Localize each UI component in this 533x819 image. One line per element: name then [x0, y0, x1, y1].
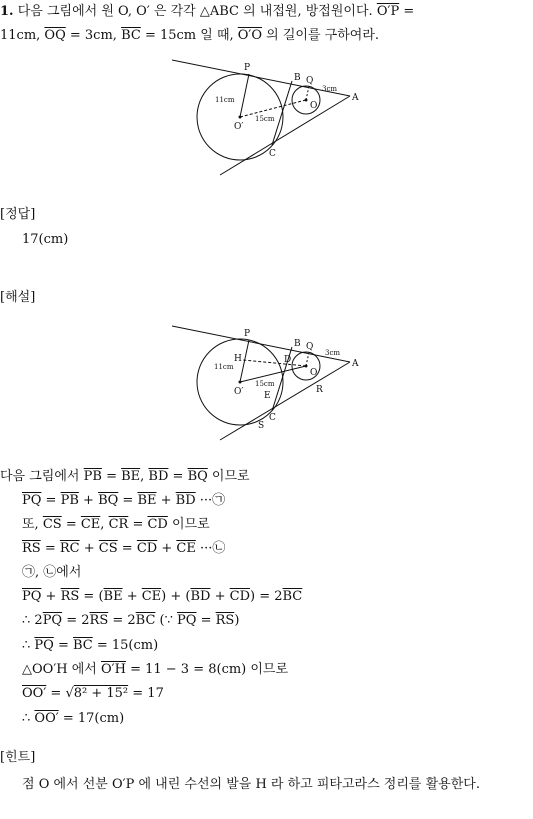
segment-ce: $\overline{CE}$	[80, 517, 101, 532]
plus: +	[78, 493, 99, 508]
equals: =	[168, 469, 188, 484]
equals: =	[399, 4, 415, 19]
value: = 15(cm)	[92, 638, 159, 653]
figure-1	[0, 55, 533, 185]
tangent-line-lower	[220, 96, 350, 175]
label-q: Q	[306, 76, 314, 86]
label-q: Q	[306, 342, 314, 352]
segment-pb: $\overline{PB}$	[83, 469, 102, 484]
equals: =	[101, 469, 122, 484]
equals: =	[40, 541, 60, 556]
plus: +	[79, 541, 99, 556]
solution-line-6	[22, 588, 302, 606]
solution-line-10	[22, 685, 164, 703]
label-s: S	[258, 421, 265, 431]
plus: +	[156, 493, 176, 508]
solution-line-5: ㉠, ㉡에서	[22, 565, 82, 580]
paren: )	[234, 613, 240, 628]
answer-heading: [정답]	[0, 207, 36, 222]
segment-bc: $\overline{BC}$	[282, 589, 303, 604]
because: (∵	[155, 613, 178, 628]
segment-pq: $\overline{PQ}$	[42, 613, 63, 628]
segment-bq: $\overline{BQ}$	[187, 469, 208, 484]
segment-oprime-h: O′H	[100, 662, 126, 677]
problem-line-2	[0, 27, 379, 45]
paren: ) + (	[161, 589, 191, 604]
segment-cd: $\overline{CD}$	[136, 541, 158, 556]
radicand: 8² + 15²	[73, 686, 129, 701]
separator: ,	[140, 469, 149, 484]
radius-o-q	[306, 86, 309, 100]
segment-cr: $\overline{CR}$	[108, 517, 129, 532]
text: 다음 그림에서	[0, 469, 84, 484]
segment-cd: $\overline{CD}$	[229, 589, 251, 604]
radius-oprime-p	[240, 74, 249, 117]
perpendicular-oh	[243, 360, 306, 366]
equals: =	[128, 517, 148, 532]
label-15cm: 15cm	[255, 115, 275, 123]
segment-rs: $\overline{RS}$	[60, 589, 80, 604]
label-15cm: 15cm	[255, 380, 275, 388]
segment-cd: $\overline{CD}$	[147, 517, 168, 532]
solution-line-1	[0, 468, 250, 486]
therefore: ∴ 2	[22, 613, 43, 628]
segment-bd: $\overline{BD}$	[175, 493, 196, 508]
label-oprime: O′	[234, 122, 244, 132]
value: = 17	[128, 686, 164, 701]
label-c: C	[269, 149, 276, 159]
segment-be: $\overline{BE}$	[137, 493, 157, 508]
label-o: O	[310, 101, 318, 111]
solution-line-2	[22, 492, 225, 510]
problem-number: 1.	[0, 4, 14, 19]
segment-o-oprime: OO′	[22, 686, 47, 701]
label-b: B	[294, 339, 301, 349]
solution-line-4	[22, 540, 225, 558]
segment-oq: $\overline{OQ}$	[44, 28, 66, 43]
value-3cm: = 3cm,	[65, 28, 122, 43]
text: 또,	[22, 517, 43, 532]
center-oprime-dot	[239, 116, 242, 119]
therefore: ∴	[22, 638, 35, 653]
hint-heading: [힌트]	[0, 750, 36, 765]
label-h: H	[234, 354, 242, 364]
segment-bc: $\overline{BC}$	[72, 638, 93, 653]
segment-bq: $\overline{BQ}$	[98, 493, 119, 508]
equals: =	[118, 493, 138, 508]
value: = 17(cm)	[58, 711, 125, 726]
answer-value: 17(cm)	[22, 232, 69, 247]
plus: +	[41, 589, 61, 604]
label-r: R	[316, 385, 323, 395]
plus: +	[157, 541, 177, 556]
center-o-dot	[305, 99, 308, 102]
label-o: O	[310, 368, 318, 378]
segment-be: $\overline{BE}$	[103, 589, 123, 604]
label-11cm: 11cm	[215, 96, 235, 104]
equals: = 2	[62, 613, 90, 628]
equals: = 2	[108, 613, 136, 628]
center-o-dot	[305, 365, 308, 368]
equals: = (	[79, 589, 104, 604]
segment-be: $\overline{BE}$	[121, 469, 141, 484]
segment-cs: $\overline{CS}$	[42, 517, 62, 532]
equals: =	[41, 493, 61, 508]
tangent-line-lower	[220, 362, 350, 440]
segment-bc: $\overline{BC}$	[121, 28, 141, 43]
separator: ,	[100, 517, 109, 532]
segment-o-oprime: OO′	[34, 711, 59, 726]
sqrt: = √	[46, 686, 74, 701]
solution-line-3	[22, 516, 210, 534]
text: 이므로	[167, 517, 210, 532]
value-11cm: 11cm,	[0, 28, 45, 43]
segment-rs: $\overline{RS}$	[22, 541, 41, 556]
value-15cm: = 15cm 일 때,	[140, 28, 238, 43]
figure-2	[0, 320, 533, 440]
segment-rs: $\overline{RS}$	[215, 613, 235, 628]
segment-pq: $\overline{PQ}$	[22, 493, 42, 508]
label-b: B	[294, 73, 301, 83]
question-tail: 의 길이를 구하여라.	[262, 28, 380, 43]
solution-line-11	[22, 710, 124, 728]
label-p: P	[244, 329, 251, 339]
equals: =	[53, 638, 73, 653]
equals: =	[61, 517, 81, 532]
therefore: ∴	[22, 711, 35, 726]
equals: ) = 2	[250, 589, 283, 604]
solution-line-7	[22, 612, 239, 630]
equals: =	[117, 541, 137, 556]
label-e: E	[264, 391, 271, 401]
equals: =	[196, 613, 216, 628]
segment-pb: $\overline{PB}$	[60, 493, 79, 508]
plus: +	[210, 589, 230, 604]
problem-text: 다음 그림에서 원 O, O′ 은 각각 △ABC 의 내접원, 방접원이다.	[17, 4, 373, 19]
segment-ce: $\overline{CE}$	[176, 541, 196, 556]
segment-rs: $\overline{RS}$	[89, 613, 109, 628]
segment-pq: $\overline{PQ}$	[22, 589, 42, 604]
equation-marker: ···㉠	[195, 493, 226, 508]
radius-o-q	[306, 352, 309, 366]
hint-text: 점 O 에서 선분 O′P 에 내린 수선의 발을 H 라 하고 피타고라스 정리를 활용한다.	[22, 777, 480, 792]
problem-line-1	[0, 3, 414, 21]
label-3cm: 3cm	[325, 349, 341, 357]
solution-heading: [해설]	[0, 290, 36, 305]
text: △OO′H 에서	[22, 662, 101, 677]
segment-bc-line	[272, 81, 292, 145]
segment-oprime-o: O′O	[237, 28, 263, 43]
label-a: A	[352, 93, 359, 103]
label-a: A	[352, 359, 359, 369]
segment-pq: $\overline{PQ}$	[34, 638, 54, 653]
segment-bd: $\overline{BD}$	[148, 469, 169, 484]
solution-line-8	[22, 637, 158, 655]
text: 이므로	[207, 469, 250, 484]
label-p: P	[244, 63, 251, 73]
plus: +	[122, 589, 142, 604]
equation-marker: ···㉡	[195, 541, 226, 556]
segment-cs: $\overline{CS}$	[98, 541, 118, 556]
label-d: D	[284, 355, 292, 365]
segment-o-p: O′P	[376, 4, 400, 19]
text: = 11 − 3 = 8(cm) 이므로	[125, 662, 289, 677]
label-c: C	[269, 413, 276, 423]
center-oprime-dot	[239, 381, 242, 384]
label-11cm: 11cm	[214, 363, 234, 371]
segment-bd: $\overline{BD}$	[190, 589, 211, 604]
segment-rc: $\overline{RC}$	[59, 541, 80, 556]
label-oprime: O′	[234, 387, 244, 397]
label-3cm: 3cm	[322, 85, 338, 93]
solution-line-9	[22, 661, 288, 679]
segment-pq: $\overline{PQ}$	[177, 613, 197, 628]
segment-ce: $\overline{CE}$	[141, 589, 162, 604]
segment-bc: $\overline{BC}$	[135, 613, 156, 628]
